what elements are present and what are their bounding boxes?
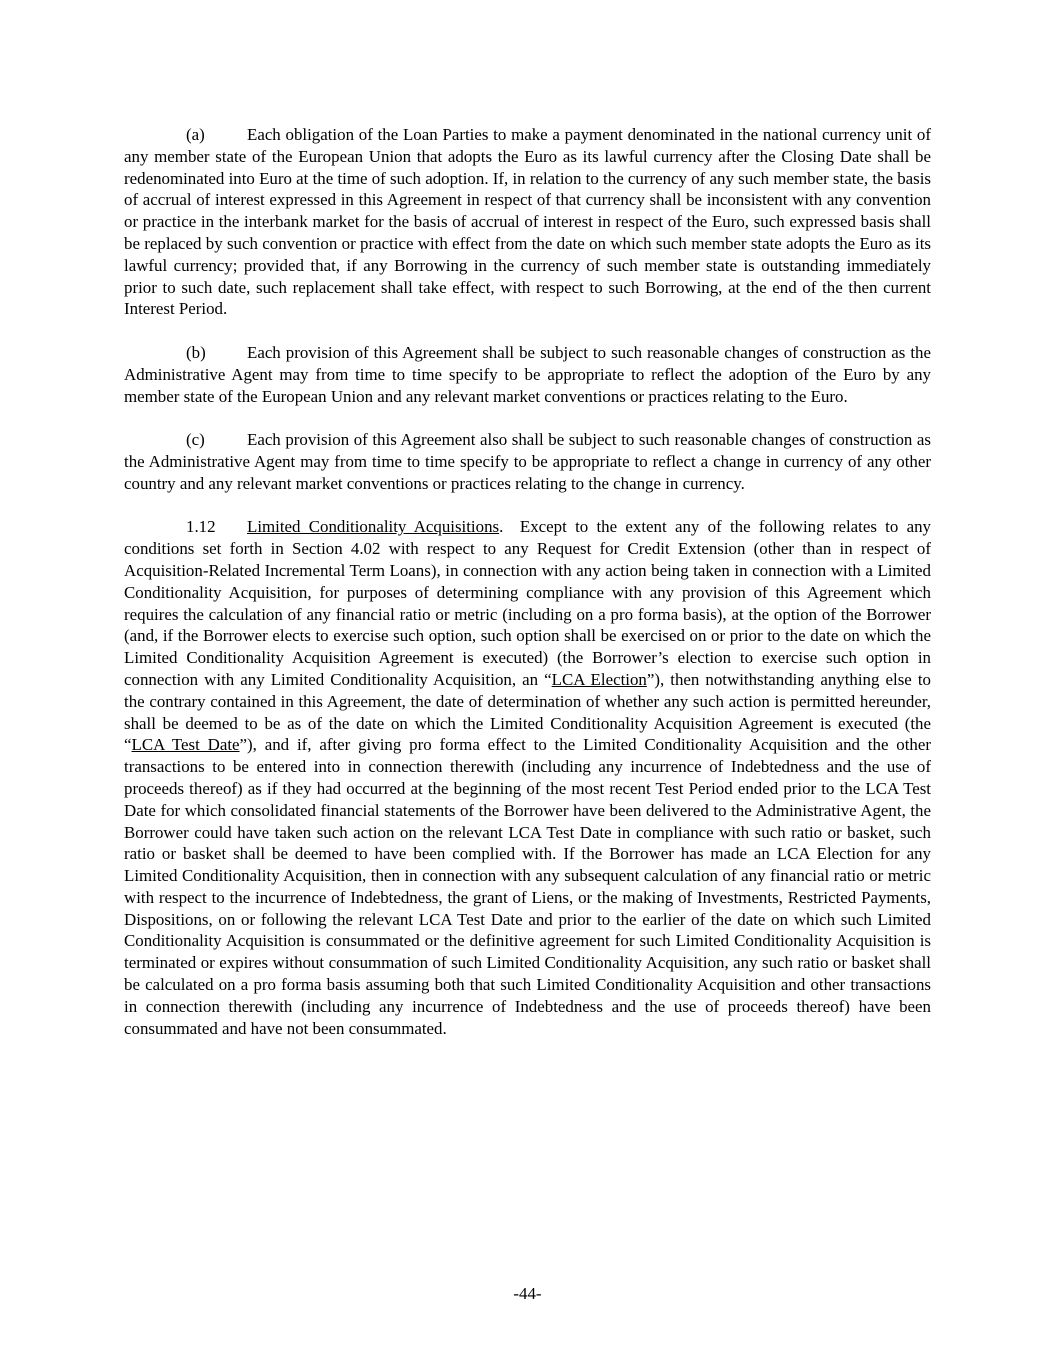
document-page <box>124 124 931 1039</box>
paragraph-c-label: (c) <box>186 430 205 450</box>
paragraph-a-text: Each obligation of the Loan Parties to make a payment denominated in the national currency unit of any member state of the European Union that adopts the Euro as its lawful currency after the Closing Date shall be redenominated into Euro at the time of such adoption. If, in relation to the currency of any such member state, the basis of accrual of interest expressed in this Agreement in respect of that currency shall be inconsistent with any convention or practice in the interbank market for the basis of accrual of interest in respect of the Euro, such expressed basis shall be replaced by such convention or practice with effect from the date on which such member state adopts the Euro as its lawful currency; provided that, if any Borrowing in the currency of such member state is outstanding immediately prior to such date, such replacement shall take effect, with respect to such Borrowing, at the end of the then current Interest Period. <box>124 125 931 319</box>
section-1-12 <box>124 516 931 1039</box>
paragraph-b <box>124 342 931 407</box>
section-1-12-text-part1: Except to the extent any of the following relates to any conditions set forth in Section 4.02 with respect to any Request for Credit Extension (other than in respect of Acquisition-Related Incremental Term Loans), in connection with any action being taken in connection with a Limited Conditionality Acquisition, for purposes of determining compliance with any provision of this Agreement which requires the calculation of any financial ratio or metric (including on a pro forma basis), at the option of the Borrower (and, if the Borrower elects to exercise such option, such option shall be exercised on or prior to the date on which the Limited Conditionality Acquisition Agreement is executed) (the Borrower’s election to exercise such option in connection with any Limited Conditionality Acquisition, an “ <box>124 517 931 689</box>
paragraph-a <box>124 124 931 320</box>
section-1-12-text-part2: ”), then notwithstanding anything else to the contrary contained in this Agreement, the date of determination of whether any such action is permitted hereunder, shall be deemed to be as of the date on which the Limited Conditionality Acquisition Agreement is executed (the “ <box>124 669 931 755</box>
section-1-12-number: 1.12 <box>186 517 216 537</box>
defined-term-lca-election: LCA Election <box>551 669 647 689</box>
paragraph-c <box>124 429 931 494</box>
section-1-12-heading-punct: . <box>499 517 504 537</box>
paragraph-a-label: (a) <box>186 125 205 144</box>
section-1-12-heading: Limited Conditionality Acquisitions <box>247 517 500 537</box>
defined-term-lca-test-date: LCA Test Date <box>131 735 240 755</box>
paragraph-b-text: Each provision of this Agreement shall be subject to such reasonable changes of construction as the Administrative Agent may from time to time specify to be appropriate to reflect the adoption of the Euro by any member state of the European Union and any relevant market conventions or practices relating to the Euro. <box>124 342 931 406</box>
paragraph-b-label: (b) <box>186 342 206 362</box>
page-number: -44- <box>513 1284 542 1303</box>
section-1-12-text-part3: ”), and if, after giving pro forma effect to the Limited Conditionality Acquisition and the other transactions to be entered into in connection therewith (including any incurrence of Indebtedness and the use of proceeds thereof) as if they had occurred at the beginning of the most recent Test Period ended prior to the LCA Test Date for which consolidated financial statements of the Borrower have been delivered to the Administrative Agent, the Borrower could have taken such action on the relevant LCA Test Date in compliance with such ratio or basket, such ratio or basket shall be deemed to have been complied with. If the Borrower has made an LCA Election for any Limited Conditionality Acquisition, then in connection with any subsequent calculation of any financial ratio or metric with respect to the incurrence of Indebtedness, the grant of Liens, or the making of Investments, Restricted Payments, Dispositions, on or following the relevant LCA Test Date and prior to the earlier of the date on which such Limited Conditionality Acquisition is consummated or the definitive agreement for such Limited Conditionality Acquisition is terminated or expires without consummation of such Limited Conditionality Acquisition, any such ratio or basket shall be calculated on a pro forma basis assuming both that such Limited Conditionality Acquisition and other transactions in connection therewith (including any incurrence of Indebtedness and the use of proceeds thereof) have been consummated and have not been consummated. <box>124 735 931 1038</box>
paragraph-c-text: Each provision of this Agreement also shall be subject to such reasonable changes of construction as the Administrative Agent may from time to time specify to be appropriate to reflect a change in currency of any other country and any relevant market conventions or practices relating to the change in currency. <box>124 430 931 493</box>
